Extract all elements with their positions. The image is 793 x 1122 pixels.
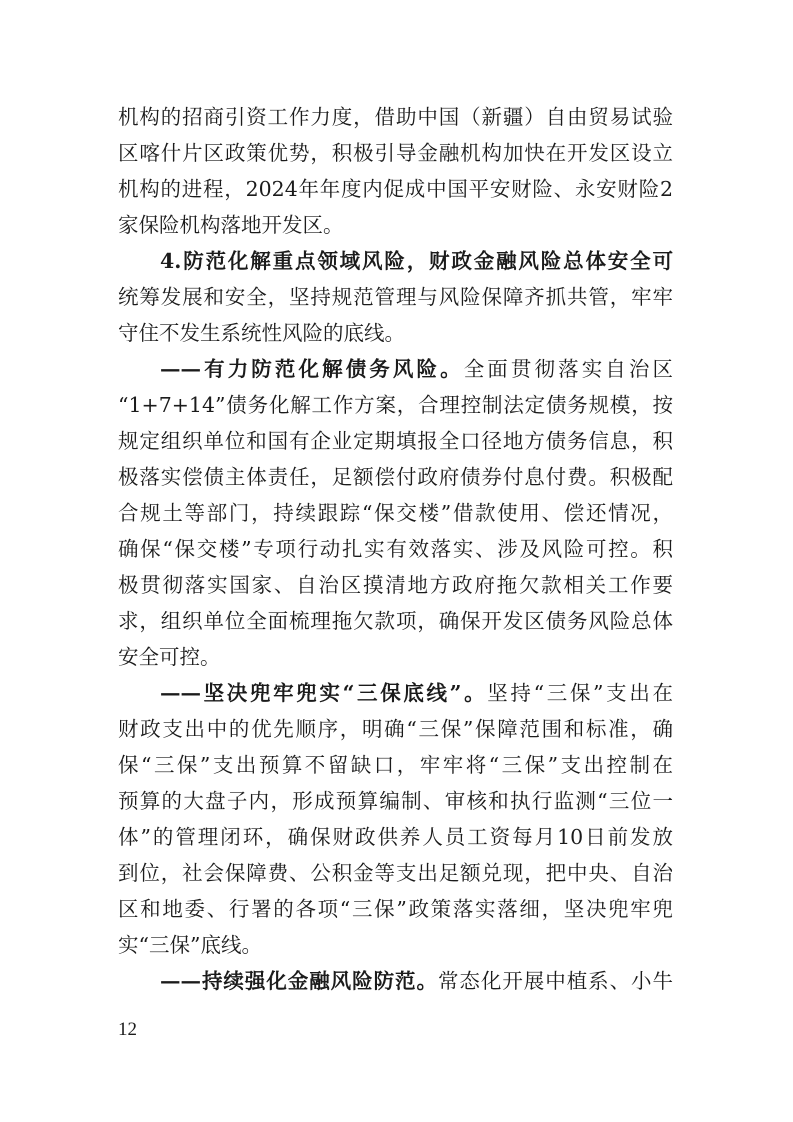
- text-line: [118, 171, 673, 207]
- text-line: [118, 963, 673, 999]
- text-line: [118, 495, 673, 531]
- line-text: 机构的招商引资工作力度，借助中国（新疆）自由贸易试验: [118, 105, 673, 129]
- paragraph: [118, 99, 673, 243]
- line-text: 保“三保”支出预算不留缺口，牢牢将“三保”支出控制在: [118, 753, 673, 777]
- line-text: 家保险机构落地开发区。: [118, 213, 344, 237]
- bold-lead: ——有力防范化解债务风险。: [160, 357, 464, 381]
- line-text: 到位，社会保障费、公积金等支出足额兑现，把中央、自治: [118, 861, 673, 885]
- text-line: [118, 639, 673, 675]
- text-line: [118, 351, 673, 387]
- text-line: [118, 279, 673, 315]
- paragraph: [118, 243, 673, 351]
- line-text: 机构的进程，2024年年度内促成中国平安财险、永安财险2: [118, 177, 673, 201]
- line-text: 区和地委、行署的各项“三保”政策落实落细，坚决兜牢兜: [118, 897, 673, 921]
- paragraph: [118, 675, 673, 963]
- text-line: [118, 99, 673, 135]
- text-line: [118, 207, 673, 243]
- text-line: [118, 891, 673, 927]
- text-line: [118, 603, 673, 639]
- text-line: [118, 927, 673, 963]
- line-text: 坚持“三保”支出在: [487, 681, 673, 705]
- text-line: [118, 387, 673, 423]
- line-text: 统筹发展和安全，坚持规范管理与风险保障齐抓共管，牢牢: [118, 285, 673, 309]
- bold-lead: ——坚决兜牢兜实“三保底线”。: [160, 681, 488, 705]
- body-text: [118, 99, 673, 999]
- line-text: 体”的管理闭环，确保财政供养人员工资每月10日前发放: [118, 825, 673, 849]
- paragraph: [118, 351, 673, 675]
- line-text: 求，组织单位全面梳理拖欠款项，确保开发区债务风险总体: [118, 609, 673, 633]
- text-line: [118, 783, 673, 819]
- line-text: 合规土等部门，持续跟踪“保交楼”借款使用、偿还情况，: [118, 501, 673, 525]
- text-line: [118, 423, 673, 459]
- line-text: 实“三保”底线。: [118, 933, 262, 957]
- bold-lead: ——持续强化金融风险防范。: [160, 969, 438, 993]
- line-text: 极落实偿债主体责任，足额偿付政府债券付息付费。积极配: [118, 465, 673, 489]
- line-text: 全面贯彻落实自治区: [463, 357, 673, 381]
- line-text: 安全可控。: [118, 645, 221, 669]
- line-text: 预算的大盘子内，形成预算编制、审核和执行监测“三位一: [118, 789, 673, 813]
- line-text: 守住不发生系统性风险的底线。: [118, 321, 405, 345]
- line-text: 常态化开展中植系、小牛: [437, 969, 673, 993]
- section-heading: [118, 243, 673, 279]
- page-number: 12: [118, 1019, 137, 1040]
- line-text: 规定组织单位和国有企业定期填报全口径地方债务信息，积: [118, 429, 673, 453]
- line-text: 确保“保交楼”专项行动扎实有效落实、涉及风险可控。积: [118, 537, 673, 561]
- text-line: [118, 819, 673, 855]
- line-text: 区喀什片区政策优势，积极引导金融机构加快在开发区设立: [118, 141, 673, 165]
- text-line: [118, 567, 673, 603]
- text-line: [118, 315, 673, 351]
- text-line: [118, 747, 673, 783]
- line-text: 极贯彻落实国家、自治区摸清地方政府拖欠款相关工作要: [118, 573, 673, 597]
- paragraph: [118, 963, 673, 999]
- text-line: [118, 135, 673, 171]
- text-line: [118, 531, 673, 567]
- text-line: [118, 855, 673, 891]
- line-text: “1+7+14”债务化解工作方案，合理控制法定债务规模，按: [118, 393, 673, 417]
- heading-text: 4.防范化解重点领域风险，财政金融风险总体安全可: [160, 249, 673, 273]
- text-line: [118, 711, 673, 747]
- line-text: 财政支出中的优先顺序，明确“三保”保障范围和标准，确: [118, 717, 673, 741]
- text-line: [118, 675, 673, 711]
- text-line: [118, 459, 673, 495]
